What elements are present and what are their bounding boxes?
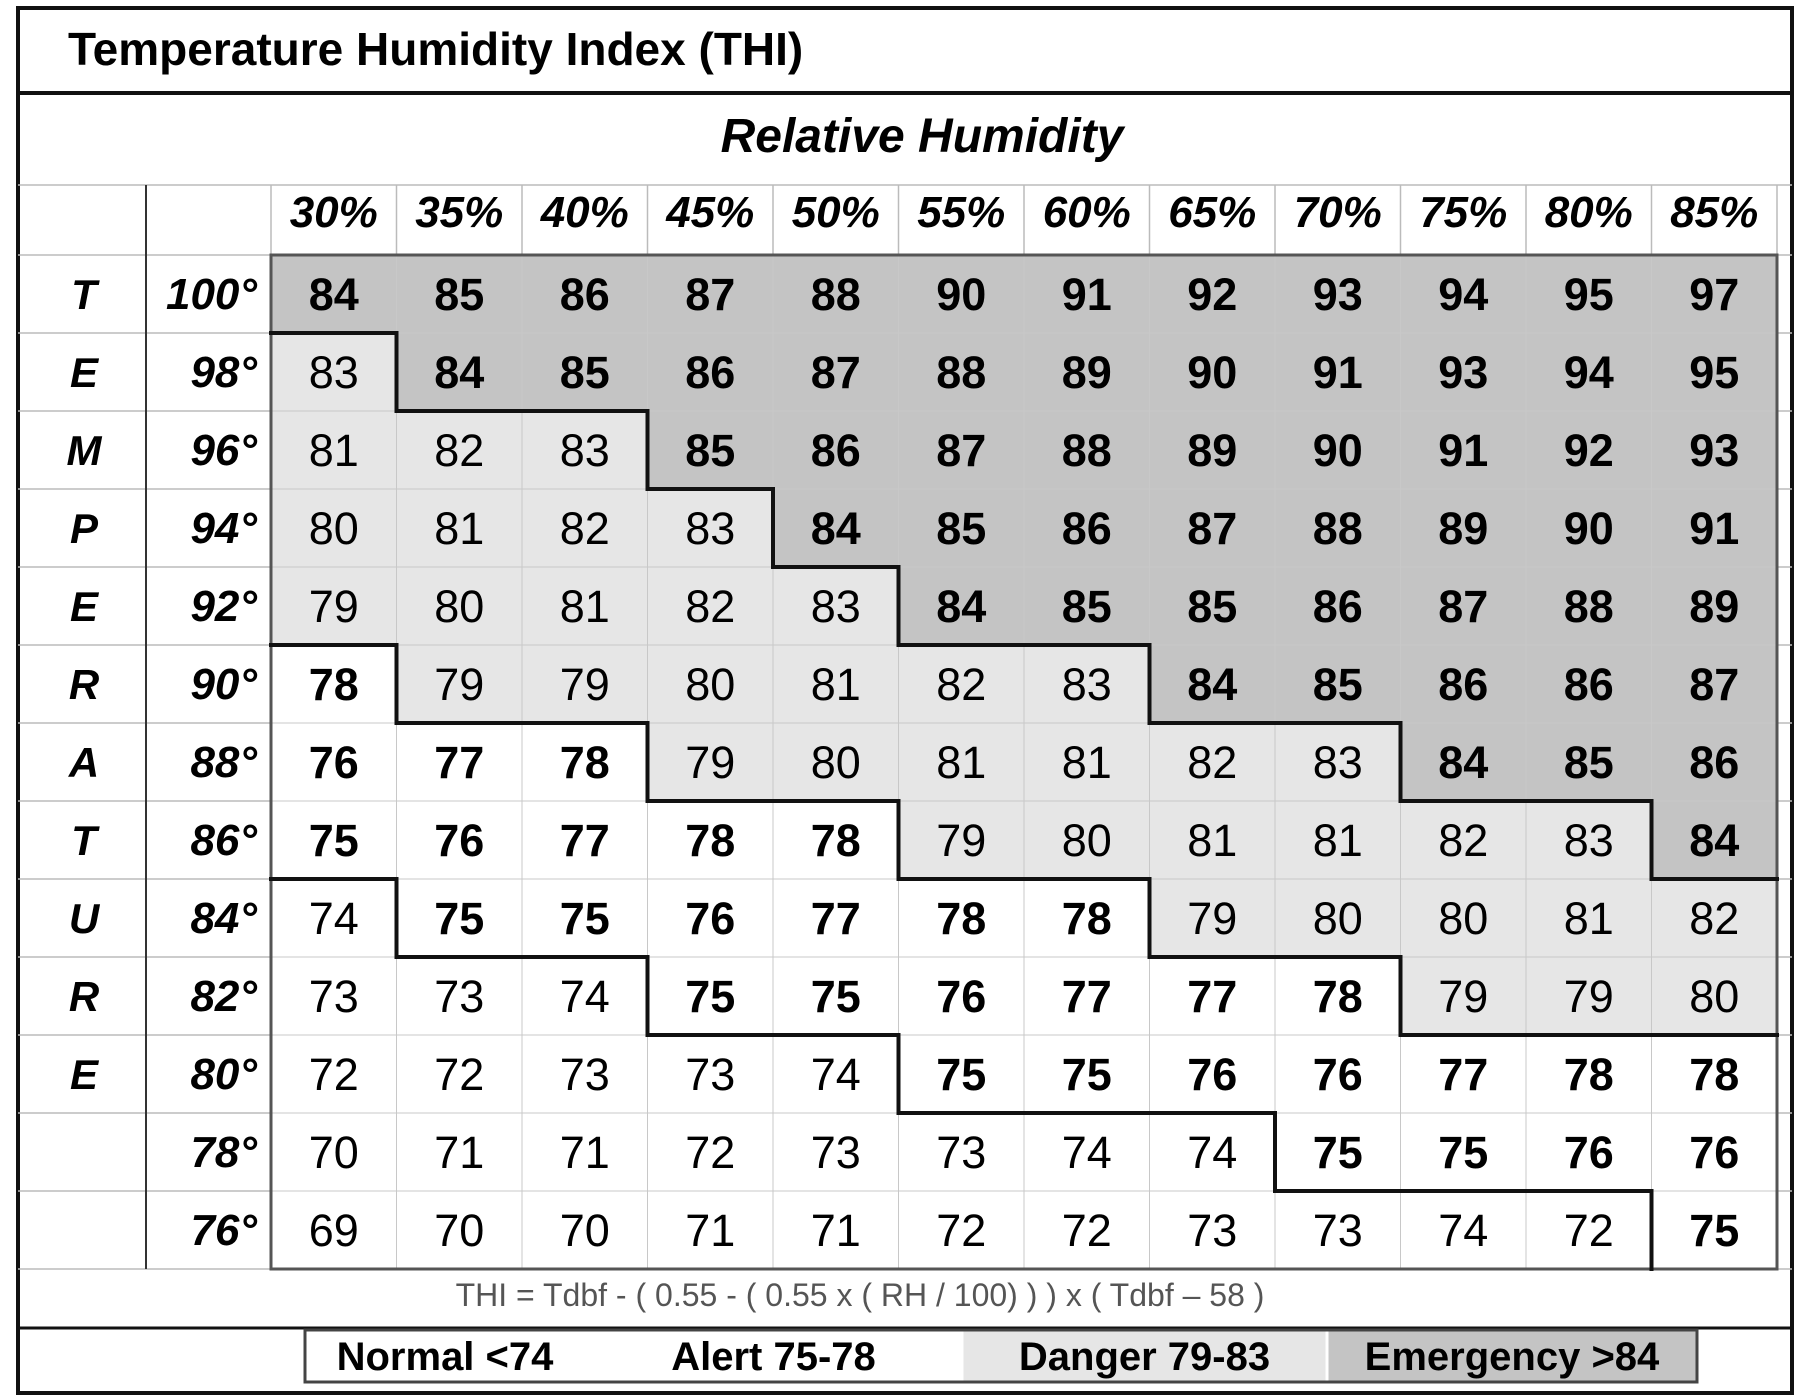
cell-value: 72 xyxy=(1563,1205,1614,1256)
row-header: 80° xyxy=(190,1050,257,1099)
cell-value: 73 xyxy=(434,971,485,1022)
cell-value: 77 xyxy=(559,815,610,866)
cell-value: 93 xyxy=(1438,347,1489,398)
row-header: 82° xyxy=(190,972,257,1021)
row-header: 92° xyxy=(190,582,257,631)
y-axis-letter: E xyxy=(69,1051,99,1098)
legend-label: Normal <74 xyxy=(336,1335,554,1379)
column-header: 80% xyxy=(1544,188,1633,237)
cell-value: 93 xyxy=(1312,269,1363,320)
cell-value: 71 xyxy=(559,1127,610,1178)
cell-value: 94 xyxy=(1563,347,1614,398)
cell-value: 82 xyxy=(434,425,485,476)
cell-value: 88 xyxy=(1312,503,1363,554)
cell-value: 78 xyxy=(1689,1049,1740,1100)
cell-value: 94 xyxy=(1438,269,1489,320)
cell-value: 87 xyxy=(1187,503,1238,554)
cell-value: 74 xyxy=(559,971,610,1022)
cell-value: 83 xyxy=(1061,659,1112,710)
cell-value: 71 xyxy=(434,1127,485,1178)
cell-value: 85 xyxy=(685,425,736,476)
cell-value: 79 xyxy=(685,737,736,788)
cell-value: 76 xyxy=(936,971,987,1022)
cell-value: 75 xyxy=(936,1049,987,1100)
cell-value: 78 xyxy=(810,815,861,866)
cell-value: 92 xyxy=(1187,269,1238,320)
cell-value: 90 xyxy=(936,269,987,320)
y-axis-letter: E xyxy=(69,349,99,396)
cell-value: 74 xyxy=(308,893,359,944)
cell-value: 70 xyxy=(434,1205,485,1256)
cell-value: 83 xyxy=(559,425,610,476)
cell-value: 81 xyxy=(936,737,987,788)
cell-value: 84 xyxy=(1438,737,1489,788)
vertical-axis-label xyxy=(67,271,103,1098)
cell-value: 82 xyxy=(1438,815,1489,866)
cell-value: 88 xyxy=(810,269,861,320)
cell-value: 81 xyxy=(1061,737,1112,788)
cell-value: 89 xyxy=(1061,347,1112,398)
cell-value: 73 xyxy=(936,1127,987,1178)
cell-value: 88 xyxy=(1061,425,1112,476)
cell-value: 83 xyxy=(685,503,736,554)
row-header: 84° xyxy=(190,894,257,943)
cell-layer xyxy=(271,255,1777,1269)
row-header: 100° xyxy=(165,270,257,319)
cell-value: 79 xyxy=(434,659,485,710)
cell-value: 73 xyxy=(1187,1205,1238,1256)
cell-value: 87 xyxy=(810,347,861,398)
cell-value: 86 xyxy=(559,269,610,320)
cell-value: 69 xyxy=(308,1205,359,1256)
cell-value: 78 xyxy=(1312,971,1363,1022)
cell-value: 80 xyxy=(308,503,359,554)
row-header: 86° xyxy=(190,816,257,865)
cell-value: 76 xyxy=(685,893,736,944)
cell-value: 87 xyxy=(685,269,736,320)
column-header: 70% xyxy=(1293,188,1382,237)
cell-value: 73 xyxy=(810,1127,861,1178)
column-header: 65% xyxy=(1168,188,1257,237)
y-axis-letter: R xyxy=(68,973,100,1020)
cell-value: 90 xyxy=(1312,425,1363,476)
cell-value: 78 xyxy=(1061,893,1112,944)
cell-value: 82 xyxy=(1187,737,1238,788)
cell-value: 91 xyxy=(1312,347,1363,398)
cell-value: 78 xyxy=(308,659,359,710)
cell-value: 84 xyxy=(936,581,987,632)
cell-value: 83 xyxy=(308,347,359,398)
cell-value: 87 xyxy=(1438,581,1489,632)
column-header: 85% xyxy=(1670,188,1759,237)
cell-value: 75 xyxy=(810,971,861,1022)
cell-value: 70 xyxy=(559,1205,610,1256)
column-header: 40% xyxy=(540,188,629,237)
cell-value: 72 xyxy=(308,1049,359,1100)
cell-value: 86 xyxy=(1061,503,1112,554)
cell-value: 71 xyxy=(685,1205,736,1256)
cell-value: 85 xyxy=(1312,659,1363,710)
cell-value: 75 xyxy=(685,971,736,1022)
cell-value: 79 xyxy=(936,815,987,866)
y-axis-letter: T xyxy=(71,271,97,318)
cell-value: 72 xyxy=(685,1127,736,1178)
cell-value: 81 xyxy=(434,503,485,554)
y-axis-letter: P xyxy=(69,505,99,552)
cell-value: 82 xyxy=(559,503,610,554)
y-axis-letter: A xyxy=(68,739,100,786)
cell-value: 80 xyxy=(1438,893,1489,944)
cell-value: 75 xyxy=(1061,1049,1112,1100)
cell-value: 95 xyxy=(1563,269,1614,320)
cell-value: 85 xyxy=(936,503,987,554)
cell-value: 76 xyxy=(1689,1127,1740,1178)
cell-value: 83 xyxy=(1312,737,1363,788)
cell-value: 79 xyxy=(308,581,359,632)
cell-value: 90 xyxy=(1563,503,1614,554)
cell-value: 83 xyxy=(810,581,861,632)
cell-value: 72 xyxy=(434,1049,485,1100)
cell-value: 76 xyxy=(308,737,359,788)
row-header: 78° xyxy=(190,1128,257,1177)
cell-value: 85 xyxy=(1061,581,1112,632)
cell-value: 70 xyxy=(308,1127,359,1178)
cell-value: 86 xyxy=(1563,659,1614,710)
row-header: 88° xyxy=(190,738,257,787)
cell-value: 76 xyxy=(1312,1049,1363,1100)
cell-value: 80 xyxy=(1689,971,1740,1022)
cell-value: 79 xyxy=(1563,971,1614,1022)
cell-value: 76 xyxy=(434,815,485,866)
cell-value: 77 xyxy=(434,737,485,788)
cell-value: 85 xyxy=(1563,737,1614,788)
cell-value: 86 xyxy=(1689,737,1740,788)
cell-value: 74 xyxy=(810,1049,861,1100)
cell-value: 88 xyxy=(1563,581,1614,632)
cell-value: 85 xyxy=(559,347,610,398)
cell-value: 73 xyxy=(1312,1205,1363,1256)
cell-value: 80 xyxy=(1061,815,1112,866)
y-axis-letter: U xyxy=(68,895,100,942)
row-header: 94° xyxy=(190,504,257,553)
column-header: 55% xyxy=(917,188,1006,237)
cell-value: 78 xyxy=(685,815,736,866)
cell-value: 76 xyxy=(1187,1049,1238,1100)
cell-value: 97 xyxy=(1689,269,1740,320)
legend xyxy=(305,1330,1697,1382)
y-axis-letter: E xyxy=(69,583,99,630)
cell-value: 89 xyxy=(1438,503,1489,554)
cell-value: 87 xyxy=(936,425,987,476)
column-header: 35% xyxy=(415,188,504,237)
cell-value: 86 xyxy=(810,425,861,476)
cell-value: 82 xyxy=(1689,893,1740,944)
cell-value: 76 xyxy=(1563,1127,1614,1178)
cell-value: 89 xyxy=(1689,581,1740,632)
cell-value: 95 xyxy=(1689,347,1740,398)
cell-value: 81 xyxy=(1187,815,1238,866)
cell-value: 84 xyxy=(434,347,485,398)
cell-value: 74 xyxy=(1187,1127,1238,1178)
row-header: 96° xyxy=(190,426,257,475)
cell-value: 84 xyxy=(308,269,359,320)
cell-value: 89 xyxy=(1187,425,1238,476)
cell-value: 80 xyxy=(810,737,861,788)
cell-value: 78 xyxy=(936,893,987,944)
cell-value: 84 xyxy=(1187,659,1238,710)
column-header: 60% xyxy=(1042,188,1131,237)
cell-value: 80 xyxy=(685,659,736,710)
cell-value: 77 xyxy=(1438,1049,1489,1100)
cell-value: 81 xyxy=(308,425,359,476)
row-header: 98° xyxy=(190,348,257,397)
cell-value: 73 xyxy=(685,1049,736,1100)
cell-value: 84 xyxy=(1689,815,1740,866)
cell-value: 91 xyxy=(1438,425,1489,476)
cell-value: 72 xyxy=(1061,1205,1112,1256)
column-header: 50% xyxy=(791,188,880,237)
cell-value: 75 xyxy=(434,893,485,944)
cell-value: 74 xyxy=(1061,1127,1112,1178)
legend-label: Emergency >84 xyxy=(1364,1335,1660,1379)
chart-title: Temperature Humidity Index (THI) xyxy=(68,23,804,75)
cell-value: 81 xyxy=(559,581,610,632)
cell-value: 90 xyxy=(1187,347,1238,398)
cell-value: 84 xyxy=(810,503,861,554)
cell-value: 92 xyxy=(1563,425,1614,476)
cell-value: 73 xyxy=(559,1049,610,1100)
cell-value: 79 xyxy=(559,659,610,710)
cell-value: 74 xyxy=(1438,1205,1489,1256)
cell-value: 73 xyxy=(308,971,359,1022)
x-axis-label: Relative Humidity xyxy=(720,110,1124,163)
column-header: 75% xyxy=(1419,188,1508,237)
cell-value: 85 xyxy=(434,269,485,320)
cell-value: 71 xyxy=(810,1205,861,1256)
cell-value: 75 xyxy=(559,893,610,944)
column-header: 45% xyxy=(666,188,755,237)
cell-value: 77 xyxy=(810,893,861,944)
cell-value: 81 xyxy=(1312,815,1363,866)
cell-value: 81 xyxy=(1563,893,1614,944)
cell-value: 85 xyxy=(1187,581,1238,632)
column-header: 30% xyxy=(289,188,378,237)
cell-value: 78 xyxy=(559,737,610,788)
cell-value: 86 xyxy=(685,347,736,398)
cell-value: 91 xyxy=(1689,503,1740,554)
cell-value: 77 xyxy=(1061,971,1112,1022)
cell-value: 75 xyxy=(308,815,359,866)
cell-value: 91 xyxy=(1061,269,1112,320)
cell-value: 78 xyxy=(1563,1049,1614,1100)
y-axis-letter: T xyxy=(71,817,97,864)
cell-value: 86 xyxy=(1438,659,1489,710)
formula-text: THI = Tdbf - ( 0.55 - ( 0.55 x ( RH / 100) ) ) x ( Tdbf – 58 ) xyxy=(455,1277,1265,1313)
legend-label: Danger 79-83 xyxy=(1018,1335,1271,1379)
legend-label: Alert 75-78 xyxy=(671,1335,876,1379)
cell-value: 82 xyxy=(685,581,736,632)
cell-value: 77 xyxy=(1187,971,1238,1022)
y-axis-letter: R xyxy=(68,661,100,708)
cell-value: 75 xyxy=(1438,1127,1489,1178)
cell-value: 86 xyxy=(1312,581,1363,632)
cell-value: 93 xyxy=(1689,425,1740,476)
cell-value: 82 xyxy=(936,659,987,710)
row-header: 90° xyxy=(190,660,257,709)
cell-value: 88 xyxy=(936,347,987,398)
cell-value: 80 xyxy=(1312,893,1363,944)
cell-value: 83 xyxy=(1563,815,1614,866)
cell-value: 79 xyxy=(1438,971,1489,1022)
cell-value: 75 xyxy=(1689,1205,1740,1256)
cell-value: 87 xyxy=(1689,659,1740,710)
cell-value: 81 xyxy=(810,659,861,710)
row-header: 76° xyxy=(190,1206,257,1255)
cell-value: 75 xyxy=(1312,1127,1363,1178)
cell-value: 80 xyxy=(434,581,485,632)
cell-value: 72 xyxy=(936,1205,987,1256)
y-axis-letter: M xyxy=(66,427,102,474)
cell-value: 79 xyxy=(1187,893,1238,944)
